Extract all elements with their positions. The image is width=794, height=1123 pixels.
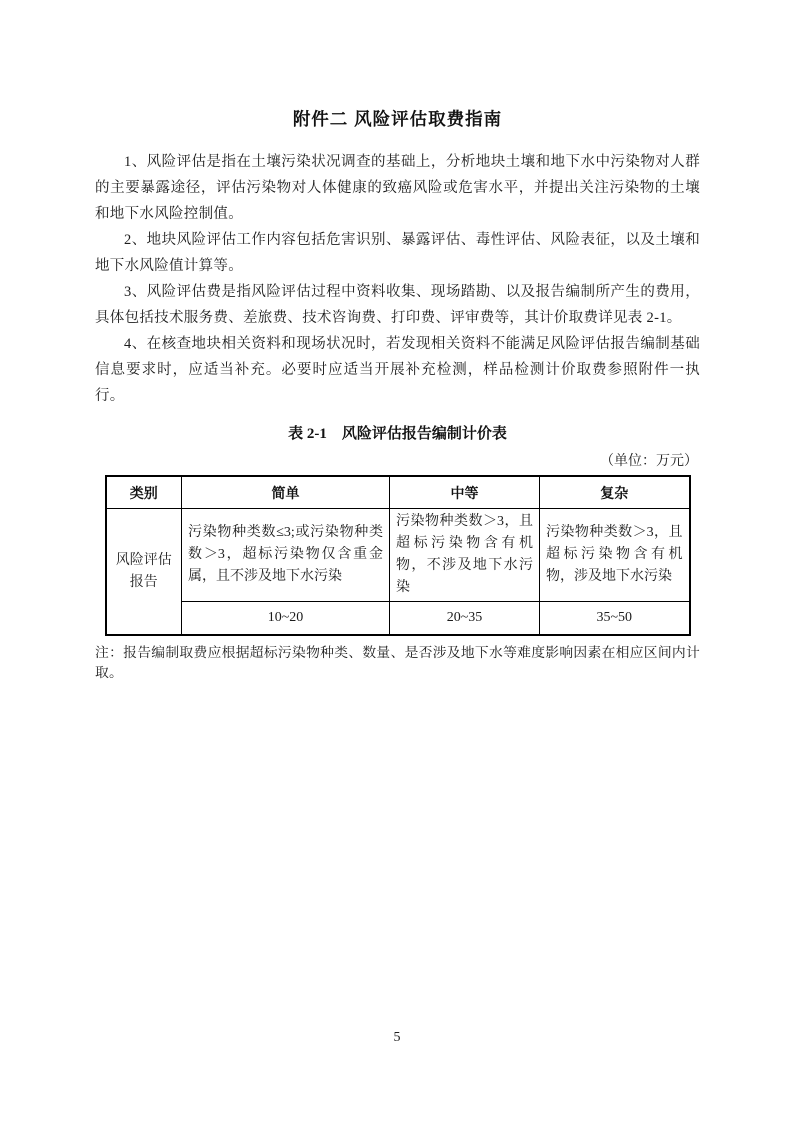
col-header-medium: 中等 [390, 476, 540, 509]
row-label-risk-report: 风险评估报告 [106, 509, 182, 636]
paragraph-3: 3、风险评估费是指风险评估过程中资料收集、现场踏勘、以及报告编制所产生的费用，具体包括技术服务费、差旅费、技术咨询费、打印费、评审费等，其计价取费详见表 2-1。 [95, 284, 700, 326]
col-header-complex: 复杂 [540, 476, 690, 509]
paragraph-4: 4、在核查地块相关资料和现场状况时，若发现相关资料不能满足风险评估报告编制基础信息要求时，应适当补充。必要时应适当开展补充检测，样品检测计价取费参照附件一执行。 [95, 336, 700, 404]
range-simple: 10~20 [182, 602, 390, 636]
col-header-category: 类别 [106, 476, 182, 509]
col-header-simple: 简单 [182, 476, 390, 509]
page-title: 附件二 风险评估取费指南 [292, 109, 503, 129]
table-note: 注：报告编制取费应根据超标污染物种类、数量、是否涉及地下水等难度影响因素在相应区间内计取。 [95, 645, 700, 680]
range-complex: 35~50 [540, 602, 690, 636]
page-number: 5 [393, 1030, 401, 1045]
paragraph-2: 2、地块风险评估工作内容包括危害识别、暴露评估、毒性评估、风险表征，以及土壤和地下水风险值计算等。 [95, 232, 700, 274]
range-medium: 20~35 [390, 602, 540, 636]
desc-medium: 污染物种类数＞3，且超标污染物含有机物，不涉及地下水污染 [390, 509, 540, 602]
desc-complex: 污染物种类数＞3，且超标污染物含有机物，涉及地下水污染 [540, 509, 690, 602]
table-header-row [106, 476, 690, 509]
page-content [95, 0, 700, 683]
table-row-descriptions [106, 509, 690, 602]
desc-simple: 污染物种类数≤3;或污染物种类数＞3，超标污染物仅含重金属，且不涉及地下水污染 [182, 509, 390, 602]
table-row-ranges [106, 602, 690, 636]
risk-assessment-fee-table [105, 475, 691, 636]
table-caption: 表 2-1 风险评估报告编制计价表 [288, 426, 507, 442]
paragraph-1: 1、风险评估是指在土壤污染状况调查的基础上，分析地块土壤和地下水中污染物对人群的主要暴露途径，评估污染物对人体健康的致癌风险或危害水平，并提出关注污染物的土壤和地下水风险控制值。 [95, 154, 700, 222]
table-unit-label: （单位：万元） [600, 454, 698, 469]
body-text [95, 149, 700, 409]
